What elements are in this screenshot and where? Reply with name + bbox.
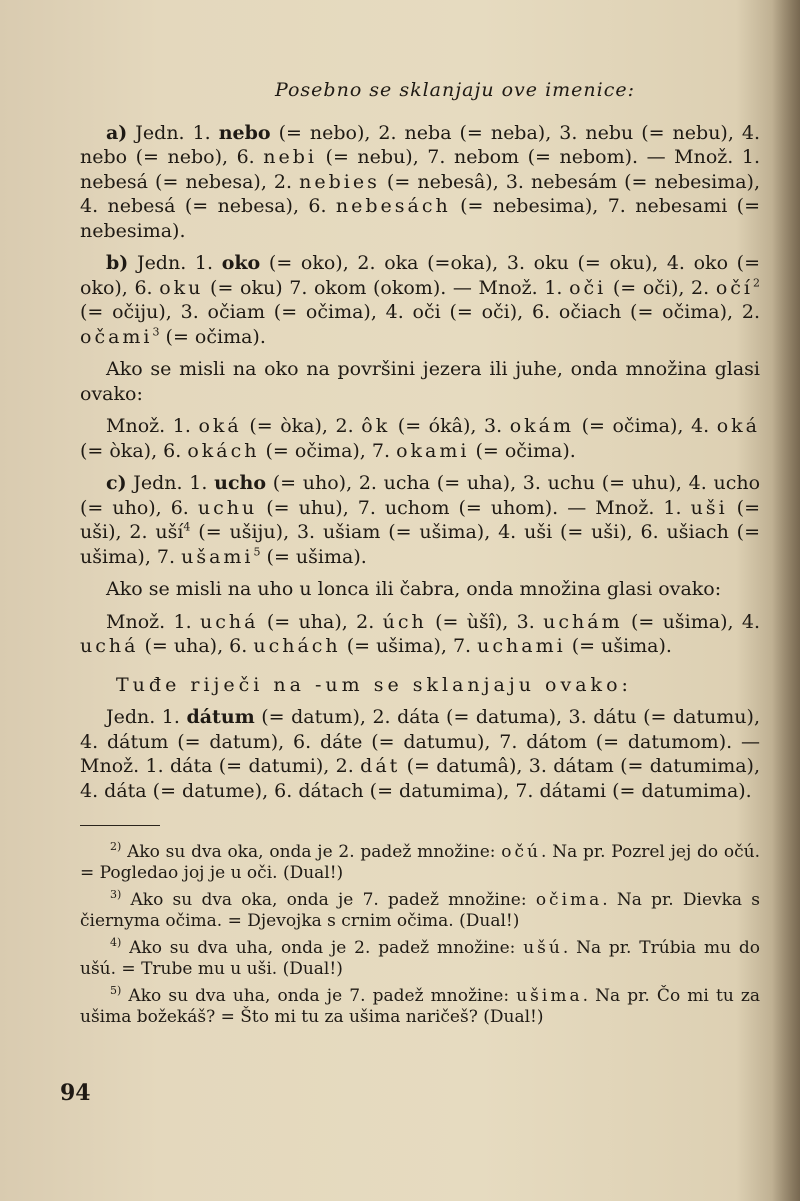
footnote-number: 2) <box>110 840 122 854</box>
spaced-word: ôk <box>361 415 391 437</box>
text: (= nebesâ), 3. nebesám (= nebesima), 4. nebesá (= nebesa), 6. <box>80 170 760 217</box>
paragraph-uho-pot: Ako se misli na uho u lonca ili čabra, onda množina glasi ovako: <box>106 578 722 600</box>
text: (= nebesima), 7. nebesami (= nebesima). <box>80 195 761 242</box>
footnote-text: . Na pr. Pozrel jej do očú. = Pogledao joj je u oči. (Dual!) <box>80 842 760 883</box>
paragraph-datum <box>80 705 760 803</box>
section-title-um: Tuđe riječi na -um se sklanjaju ovako: <box>116 673 632 696</box>
paragraph-a-label: a) <box>106 121 128 144</box>
text: (= ušiju), 3. ušiam (= ušima), 4. uši (= uši), 6. ušiach (= ušima), 7. <box>80 521 760 568</box>
footnote-number: 3) <box>110 888 122 902</box>
footnote-text: . Na pr. Čo mi tu za ušima božekáš? = Što mi tu za ušima naričeš? (Dual!) <box>80 986 760 1027</box>
footnote-divider <box>80 825 160 826</box>
spaced-word: uchu <box>197 496 258 519</box>
text: (= nebu), 7. nebom (= nebom). — Množ. 1. nebesá (= nebesa), 2. <box>80 146 760 193</box>
spaced-word: uchách <box>253 635 341 657</box>
spaced-word: očima <box>535 890 603 910</box>
footnote-text: . Na pr. Trúbia mu do ušú. = Trube mu u uši. (Dual!) <box>80 938 760 979</box>
text: (= očima), 7. <box>259 439 397 462</box>
spaced-word: okami <box>396 439 470 462</box>
footnote-4 <box>80 938 760 980</box>
spaced-word: oku <box>159 276 204 299</box>
text: (= datum), 2. dáta (= datuma), 3. dátu (= datumu), 4. dátum (= datum), 6. dáte (= datumu), 7. dátom (= datumom). — Množ. 1. dáta (= datumi), 2. <box>80 706 760 777</box>
footnote-text: Ako su dva oka, onda je 7. padež množine: <box>121 890 536 910</box>
paragraph-b <box>80 251 760 349</box>
text: (= uhu), 7. uchom (= uhom). — Množ. 1. <box>257 496 691 519</box>
spaced-word: ušami <box>181 545 254 568</box>
footnote-text: Ako su dva uha, onda je 2. padež množine: <box>121 938 524 958</box>
footnote-ref: 4 <box>183 520 191 534</box>
paragraph-c <box>80 471 760 569</box>
spaced-word: nebi <box>263 146 317 168</box>
text: (= òka), 6. <box>80 439 188 462</box>
spaced-word: úch <box>382 610 427 633</box>
spaced-word: uši <box>690 496 728 519</box>
spaced-word: ušú <box>523 938 563 958</box>
paragraph-oko-plural <box>80 414 760 463</box>
headword-datum: dátum <box>186 706 255 728</box>
spaced-word: okách <box>187 439 260 462</box>
text: (= ókâ), 3. <box>390 415 510 437</box>
spaced-word: uchá <box>80 635 139 657</box>
footnote-text: Ako su dva oka, onda je 2. padež množine: <box>121 842 502 862</box>
page-content <box>80 70 760 1034</box>
text: Jedn. 1. <box>128 252 222 274</box>
footnote-ref: 2 <box>752 276 760 290</box>
spaced-word: nebies <box>299 170 380 193</box>
spaced-word: uchám <box>543 610 623 633</box>
paragraph-uho-plural <box>80 610 760 659</box>
paragraph-oko-lake: Ako se misli na oko na površini jezera ili juhe, onda množina glasi ovako: <box>80 358 760 405</box>
spaced-word: oká <box>716 415 760 437</box>
footnote-ref: 5 <box>253 545 261 559</box>
text: (= očima). <box>469 439 576 462</box>
headword-oko: oko <box>221 252 261 274</box>
footnote-ref: 3 <box>152 325 160 339</box>
text: (= nebo), 2. neba (= neba), 3. nebu (= nebu), 4. nebo (= nebo), 6. <box>80 121 760 168</box>
spaced-word: ušima <box>516 986 583 1006</box>
paragraph-a <box>80 121 760 244</box>
text: Jedn. 1. <box>126 472 215 494</box>
text: (= ušima). <box>260 545 367 568</box>
text: Množ. 1. <box>106 610 201 633</box>
text: (= ušima). <box>565 635 672 657</box>
footnote-text: . Na pr. Dievka s čiernyma očima. = Djevojka s crnim očima. (Dual!) <box>80 890 761 931</box>
spaced-word: dát <box>360 755 401 777</box>
text: Jedn. 1. <box>127 121 219 144</box>
footnote-number: 4) <box>110 936 122 950</box>
text: (= očima), 4. <box>574 415 717 437</box>
text: (= očima). <box>159 325 266 348</box>
spaced-word: okám <box>509 415 574 437</box>
text: (= oko), 2. oka (=oka), 3. oku (= oku), 4. oko (= oko), 6. <box>80 252 761 299</box>
text: (= očiju), 3. očiam (= očima), 4. oči (= oči), 6. očiach (= očima), 2. <box>80 301 760 323</box>
spaced-word: očú <box>501 842 542 862</box>
spaced-word: oči <box>569 276 607 299</box>
text: (= uho), 2. ucha (= uha), 3. uchu (= uhu), 4. ucho (= uho), 6. <box>80 472 761 519</box>
text: (= ušima), 4. <box>622 610 761 633</box>
footnote-3 <box>80 890 760 932</box>
text: (= oku) 7. okom (okom). — Množ. 1. <box>203 276 570 299</box>
text: (= oči), 2. <box>606 276 716 299</box>
text: (= ùšî), 3. <box>426 610 544 633</box>
spaced-word: uchá <box>200 610 259 633</box>
footnote-5 <box>80 986 760 1028</box>
text: (= uha), 2. <box>258 610 383 633</box>
page-number: 94 <box>60 1080 91 1106</box>
spaced-word: uchami <box>477 635 566 657</box>
headword-nebo: nebo <box>218 121 271 144</box>
spaced-word: nebesách <box>335 195 451 217</box>
section-heading: Posebno se sklanjaju ove imenice: <box>274 79 636 101</box>
paragraph-c-label: c) <box>106 472 127 494</box>
spaced-word: očami <box>80 325 153 348</box>
text: (= uši), 2. uší <box>80 496 761 543</box>
text: Jedn. 1. <box>106 706 187 728</box>
footnote-number: 5) <box>110 984 122 998</box>
footnote-2 <box>80 842 760 884</box>
text: (= ušima), 7. <box>340 635 478 657</box>
book-spine-shadow <box>772 0 800 1201</box>
text: (= datumâ), 3. dátam (= datumima), 4. dáta (= datume), 6. dátach (= datumima), 7. dátami (= datumima). <box>80 755 760 802</box>
headword-ucho: ucho <box>214 472 266 494</box>
spaced-word: oká <box>198 415 242 437</box>
paragraph-b-label: b) <box>106 252 129 274</box>
text: (= òka), 2. <box>241 415 362 437</box>
footnote-text: Ako su dva uha, onda je 7. padež množine: <box>121 986 517 1006</box>
spaced-word: očí <box>715 276 753 299</box>
text: (= uha), 6. <box>138 635 254 657</box>
text: Množ. 1. <box>106 415 199 437</box>
